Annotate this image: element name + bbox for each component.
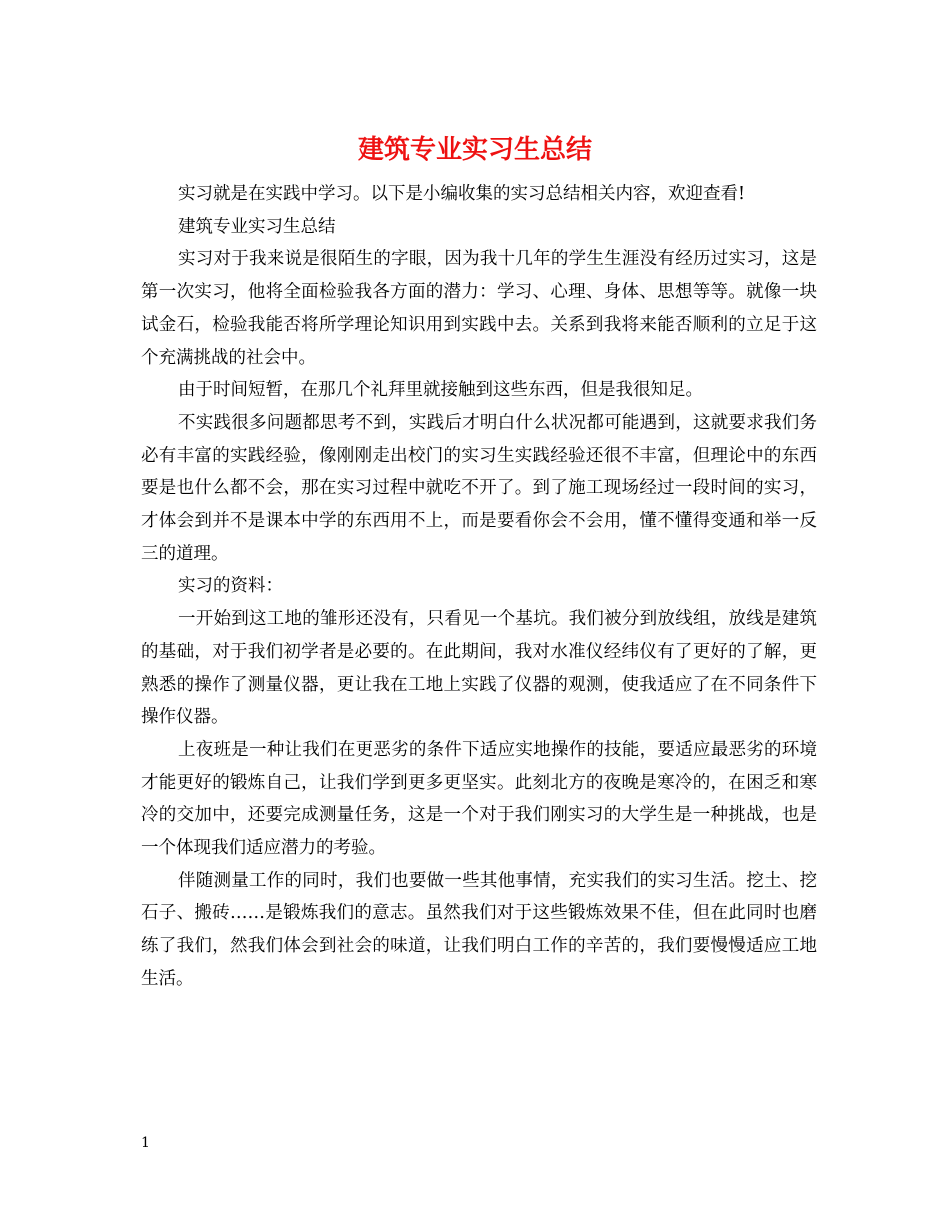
document-title: 建筑专业实习生总结 <box>357 135 592 165</box>
paragraph-other-work: 伴随测量工作的同时，我们也要做一些其他事情，充实我们的实习生活。挖土、挖石子、搬砖……是锻炼我们的意志。虽然我们对于这些锻炼效果不佳，但在此同时也磨练了我们，然我们体会到社会的味道，让我们明白工作的辛苦的，我们要慢慢适应工地生活。 <box>141 870 817 989</box>
paragraph-short-time: 由于时间短暂，在那几个礼拜里就接触到这些东西，但是我很知足。 <box>178 380 703 401</box>
page-number: 1 <box>141 1135 150 1151</box>
paragraph-night-shift: 上夜班是一种让我们在更恶劣的条件下适应实地操作的技能，要适应最恶劣的环境才能更好的锻炼自己，让我们学到更多更坚实。此刻北方的夜晚是寒冷的，在困乏和寒冷的交加中，还要完成测量任务，这是一个对于我们刚实习的大学生是一种挑战，也是一个体现我们适应潜力的考验。 <box>141 739 817 859</box>
paragraph-materials-heading: 实习的资料： <box>178 576 283 597</box>
paragraph-surveying: 一开始到这工地的雏形还没有，只看见一个基坑。我们被分到放线组，放线是建筑的基础，对于我们初学者是必要的。在此期间，我对水准仪经纬仪有了更好的了解，更熟悉的操作了测量仪器，更让我在工地上实践了仪器的观测，使我适应了在不同条件下操作仪器。 <box>141 609 817 728</box>
document-body <box>141 178 817 996</box>
paragraph-practice: 不实践很多问题都思考不到，实践后才明白什么状况都可能遇到，这就要求我们务必有丰富的实践经验，像刚刚走出校门的实习生实践经验还很不丰富，但理论中的东西要是也什么都不会，那在实习过程中就吃不开了。到了施工现场经过一段时间的实习，才体会到并不是课本中学的东西用不上，而是要看你会不会用，懂不懂得变通和举一反三的道理。 <box>141 412 817 564</box>
paragraph-first-internship: 实习对于我来说是很陌生的字眼，因为我十几年的学生生涯没有经历过实习，这是第一次实习，他将全面检验我各方面的潜力：学习、心理、身体、思想等等。就像一块试金石，检验我能否将所学理论知识用到实践中去。关系到我将来能否顺利的立足于这个充满挑战的社会中。 <box>141 249 817 368</box>
paragraph-intro: 实习就是在实践中学习。以下是小编收集的实习总结相关内容，欢迎查看! <box>178 184 746 204</box>
paragraph-subtitle: 建筑专业实习生总结 <box>178 216 336 237</box>
